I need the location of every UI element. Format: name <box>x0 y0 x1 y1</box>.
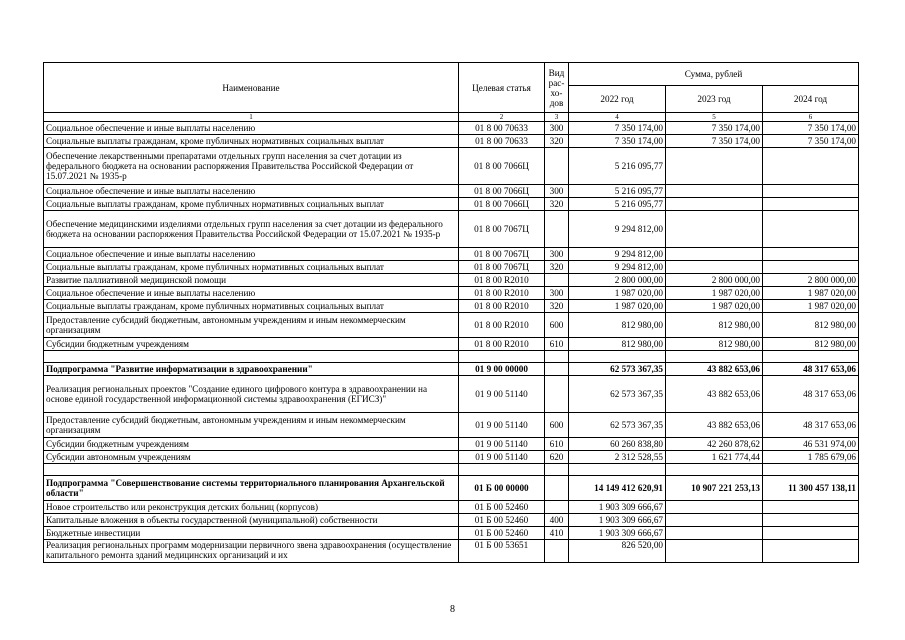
row-expense-type: 600 <box>545 313 569 338</box>
table-row <box>44 185 859 198</box>
row-sum-2022 <box>569 351 666 363</box>
row-expense-type: 320 <box>545 261 569 274</box>
row-sum-2022: 2 800 000,00 <box>569 274 666 287</box>
row-expense-type: 320 <box>545 198 569 211</box>
row-target-article: 01 Б 00 00000 <box>459 476 545 501</box>
row-target-article: 01 Б 00 52460 <box>459 527 545 540</box>
row-expense-type: 620 <box>545 451 569 464</box>
row-sum-2024: 11 300 457 138,11 <box>763 476 859 501</box>
row-name: Обеспечение лекарственными препаратами отдельных групп населения за счет дотации из федерального бюджета на основании распоряжения Правительства Российской Федерации от 15.07.2021 № 1935-р <box>44 148 459 185</box>
table-row <box>44 351 859 363</box>
row-target-article: 01 9 00 51140 <box>459 451 545 464</box>
table-row <box>44 501 859 514</box>
row-sum-2022: 62 573 367,35 <box>569 413 666 438</box>
budget-table <box>43 62 859 563</box>
row-expense-type <box>545 351 569 363</box>
row-sum-2023 <box>666 540 763 563</box>
row-sum-2023: 43 882 653,06 <box>666 363 763 376</box>
row-target-article: 01 8 00 R2010 <box>459 338 545 351</box>
row-target-article: 01 8 00 7067Ц <box>459 261 545 274</box>
row-sum-2022: 826 520,00 <box>569 540 666 563</box>
row-sum-2024: 812 980,00 <box>763 313 859 338</box>
row-sum-2023: 2 800 000,00 <box>666 274 763 287</box>
row-sum-2023: 43 882 653,06 <box>666 376 763 413</box>
row-sum-2023 <box>666 261 763 274</box>
row-sum-2022: 1 987 020,00 <box>569 300 666 313</box>
table-row <box>44 261 859 274</box>
row-name: Социальные выплаты гражданам, кроме публичных нормативных социальных выплат <box>44 300 459 313</box>
table-row <box>44 476 859 501</box>
header-year-2022: 2022 год <box>569 86 666 113</box>
row-sum-2023: 1 987 020,00 <box>666 287 763 300</box>
row-expense-type <box>545 464 569 476</box>
row-sum-2023: 42 260 878,62 <box>666 438 763 451</box>
row-target-article: 01 8 00 7066Ц <box>459 198 545 211</box>
row-target-article: 01 8 00 7066Ц <box>459 148 545 185</box>
row-expense-type: 300 <box>545 248 569 261</box>
row-name: Социальное обеспечение и иные выплаты населению <box>44 248 459 261</box>
row-expense-type: 400 <box>545 514 569 527</box>
row-sum-2023 <box>666 351 763 363</box>
table-row <box>44 451 859 464</box>
row-name: Реализация региональных программ модернизации первичного звена здравоохранения (осуществление капитального ремонта зданий медицинских организаций и их <box>44 540 459 563</box>
row-target-article: 01 Б 00 52460 <box>459 514 545 527</box>
row-sum-2024: 2 800 000,00 <box>763 274 859 287</box>
row-sum-2024: 48 317 653,06 <box>763 376 859 413</box>
row-expense-type: 320 <box>545 300 569 313</box>
row-sum-2024 <box>763 148 859 185</box>
table-row <box>44 363 859 376</box>
table-row <box>44 464 859 476</box>
row-sum-2023 <box>666 501 763 514</box>
row-sum-2023 <box>666 464 763 476</box>
row-sum-2024: 1 987 020,00 <box>763 300 859 313</box>
row-name: Подпрограмма "Развитие информатизации в здравоохранении" <box>44 363 459 376</box>
header-target-article: Целевая статья <box>459 63 545 113</box>
row-name: Реализация региональных проектов "Создание единого цифрового контура в здравоохранении на основе единой государственной информационной системы здравоохранения (ЕГИСЗ)" <box>44 376 459 413</box>
row-target-article: 01 8 00 R2010 <box>459 300 545 313</box>
row-sum-2024 <box>763 464 859 476</box>
row-name: Новое строительство или реконструкция детских больниц (корпусов) <box>44 501 459 514</box>
row-expense-type: 300 <box>545 287 569 300</box>
row-expense-type: 600 <box>545 413 569 438</box>
row-sum-2022: 62 573 367,35 <box>569 376 666 413</box>
table-row <box>44 198 859 211</box>
row-sum-2023 <box>666 527 763 540</box>
table-row <box>44 274 859 287</box>
row-sum-2024: 48 317 653,06 <box>763 363 859 376</box>
table-body <box>44 122 859 563</box>
table-row <box>44 122 859 135</box>
row-name: Субсидии бюджетным учреждениям <box>44 438 459 451</box>
row-sum-2022: 1 903 309 666,67 <box>569 501 666 514</box>
row-name: Социальные выплаты гражданам, кроме публичных нормативных социальных выплат <box>44 261 459 274</box>
row-sum-2023: 10 907 221 253,13 <box>666 476 763 501</box>
row-target-article: 01 Б 00 53651 <box>459 540 545 563</box>
column-number: 5 <box>666 113 763 122</box>
row-target-article <box>459 464 545 476</box>
row-sum-2023: 812 980,00 <box>666 338 763 351</box>
row-sum-2022: 7 350 174,00 <box>569 122 666 135</box>
row-sum-2022: 812 980,00 <box>569 313 666 338</box>
row-sum-2022 <box>569 464 666 476</box>
row-target-article: 01 8 00 R2010 <box>459 274 545 287</box>
row-sum-2022: 5 216 095,77 <box>569 148 666 185</box>
row-name: Социальное обеспечение и иные выплаты населению <box>44 287 459 300</box>
row-sum-2022: 5 216 095,77 <box>569 198 666 211</box>
table-row <box>44 300 859 313</box>
row-target-article: 01 9 00 51140 <box>459 438 545 451</box>
row-target-article: 01 8 00 R2010 <box>459 287 545 300</box>
row-name: Подпрограмма "Совершенствование системы территориального планирования Архангельской области" <box>44 476 459 501</box>
row-sum-2022: 1 903 309 666,67 <box>569 527 666 540</box>
row-target-article: 01 8 00 R2010 <box>459 313 545 338</box>
row-target-article <box>459 351 545 363</box>
page-number: 8 <box>450 604 455 615</box>
header-year-2024: 2024 год <box>763 86 859 113</box>
row-sum-2023: 7 350 174,00 <box>666 122 763 135</box>
row-sum-2022: 2 312 528,55 <box>569 451 666 464</box>
header-name: Наименование <box>44 63 459 113</box>
row-name: Капитальные вложения в объекты государственной (муниципальной) собственности <box>44 514 459 527</box>
row-name <box>44 464 459 476</box>
row-sum-2024: 812 980,00 <box>763 338 859 351</box>
row-expense-type: 300 <box>545 122 569 135</box>
row-sum-2024: 1 785 679,06 <box>763 451 859 464</box>
column-number: 3 <box>545 113 569 122</box>
row-sum-2023 <box>666 514 763 527</box>
table-row <box>44 248 859 261</box>
row-sum-2022: 9 294 812,00 <box>569 211 666 248</box>
row-sum-2022: 7 350 174,00 <box>569 135 666 148</box>
row-target-article: 01 8 00 7066Ц <box>459 185 545 198</box>
row-sum-2024 <box>763 351 859 363</box>
table-header <box>44 63 859 122</box>
header-year-2023: 2023 год <box>666 86 763 113</box>
row-expense-type <box>545 501 569 514</box>
row-sum-2024: 7 350 174,00 <box>763 122 859 135</box>
row-target-article: 01 8 00 70633 <box>459 122 545 135</box>
table-row <box>44 540 859 563</box>
row-sum-2023: 1 621 774,44 <box>666 451 763 464</box>
row-name: Обеспечение медицинскими изделиями отдельных групп населения за счет дотации из федерального бюджета на основании распоряжения Правительства Российской Федерации от 15.07.2021 № 1935-р <box>44 211 459 248</box>
row-expense-type <box>545 376 569 413</box>
row-target-article: 01 9 00 51140 <box>459 413 545 438</box>
table-row <box>44 413 859 438</box>
table-row <box>44 313 859 338</box>
column-number: 6 <box>763 113 859 122</box>
row-sum-2024 <box>763 540 859 563</box>
row-name: Бюджетные инвестиции <box>44 527 459 540</box>
row-expense-type <box>545 476 569 501</box>
row-sum-2022: 60 260 838,80 <box>569 438 666 451</box>
table-row <box>44 338 859 351</box>
row-expense-type <box>545 363 569 376</box>
row-sum-2024 <box>763 514 859 527</box>
row-expense-type <box>545 274 569 287</box>
table-row <box>44 527 859 540</box>
table-row <box>44 148 859 185</box>
row-sum-2023 <box>666 198 763 211</box>
row-sum-2023: 1 987 020,00 <box>666 300 763 313</box>
row-sum-2022: 5 216 095,77 <box>569 185 666 198</box>
row-sum-2024: 48 317 653,06 <box>763 413 859 438</box>
row-sum-2022: 62 573 367,35 <box>569 363 666 376</box>
row-name: Предоставление субсидий бюджетным, автономным учреждениям и иным некоммерческим организациям <box>44 313 459 338</box>
row-name: Субсидии автономным учреждениям <box>44 451 459 464</box>
row-name: Социальные выплаты гражданам, кроме публичных нормативных социальных выплат <box>44 198 459 211</box>
row-name: Социальные выплаты гражданам, кроме публичных нормативных социальных выплат <box>44 135 459 148</box>
table-row <box>44 438 859 451</box>
row-name: Развитие паллиативной медицинской помощи <box>44 274 459 287</box>
row-sum-2023 <box>666 248 763 261</box>
row-target-article: 01 8 00 7067Ц <box>459 211 545 248</box>
row-sum-2022: 1 987 020,00 <box>569 287 666 300</box>
row-target-article: 01 9 00 51140 <box>459 376 545 413</box>
row-sum-2023: 43 882 653,06 <box>666 413 763 438</box>
row-sum-2023: 812 980,00 <box>666 313 763 338</box>
row-sum-2022: 9 294 812,00 <box>569 261 666 274</box>
row-target-article: 01 9 00 00000 <box>459 363 545 376</box>
row-expense-type: 320 <box>545 135 569 148</box>
row-sum-2024: 7 350 174,00 <box>763 135 859 148</box>
row-sum-2022: 1 903 309 666,67 <box>569 514 666 527</box>
row-sum-2022: 9 294 812,00 <box>569 248 666 261</box>
table-row <box>44 135 859 148</box>
row-sum-2024 <box>763 198 859 211</box>
header-sum: Сумма, рублей <box>569 63 859 86</box>
table-row <box>44 376 859 413</box>
row-sum-2023 <box>666 211 763 248</box>
row-expense-type: 610 <box>545 338 569 351</box>
row-name: Предоставление субсидий бюджетным, автономным учреждениям и иным некоммерческим организациям <box>44 413 459 438</box>
column-numbers-row <box>44 113 859 122</box>
row-expense-type <box>545 148 569 185</box>
row-name <box>44 351 459 363</box>
row-sum-2022: 812 980,00 <box>569 338 666 351</box>
row-sum-2024 <box>763 185 859 198</box>
row-sum-2024 <box>763 261 859 274</box>
table-row <box>44 287 859 300</box>
row-sum-2022: 14 149 412 620,91 <box>569 476 666 501</box>
row-name: Социальное обеспечение и иные выплаты населению <box>44 185 459 198</box>
row-expense-type: 300 <box>545 185 569 198</box>
row-sum-2023: 7 350 174,00 <box>666 135 763 148</box>
row-sum-2024: 46 531 974,00 <box>763 438 859 451</box>
row-expense-type <box>545 540 569 563</box>
row-sum-2024 <box>763 211 859 248</box>
table-row <box>44 514 859 527</box>
column-number: 4 <box>569 113 666 122</box>
row-target-article: 01 Б 00 52460 <box>459 501 545 514</box>
row-sum-2023 <box>666 148 763 185</box>
column-number: 1 <box>44 113 459 122</box>
row-sum-2024 <box>763 248 859 261</box>
row-expense-type: 610 <box>545 438 569 451</box>
row-sum-2024: 1 987 020,00 <box>763 287 859 300</box>
row-target-article: 01 8 00 7067Ц <box>459 248 545 261</box>
row-sum-2024 <box>763 527 859 540</box>
table-row <box>44 211 859 248</box>
row-sum-2024 <box>763 501 859 514</box>
row-expense-type: 410 <box>545 527 569 540</box>
row-name: Социальное обеспечение и иные выплаты населению <box>44 122 459 135</box>
row-name: Субсидии бюджетным учреждениям <box>44 338 459 351</box>
row-target-article: 01 8 00 70633 <box>459 135 545 148</box>
row-expense-type <box>545 211 569 248</box>
header-expense-type: Вид рас-хо-дов <box>545 63 569 113</box>
column-number: 2 <box>459 113 545 122</box>
row-sum-2023 <box>666 185 763 198</box>
